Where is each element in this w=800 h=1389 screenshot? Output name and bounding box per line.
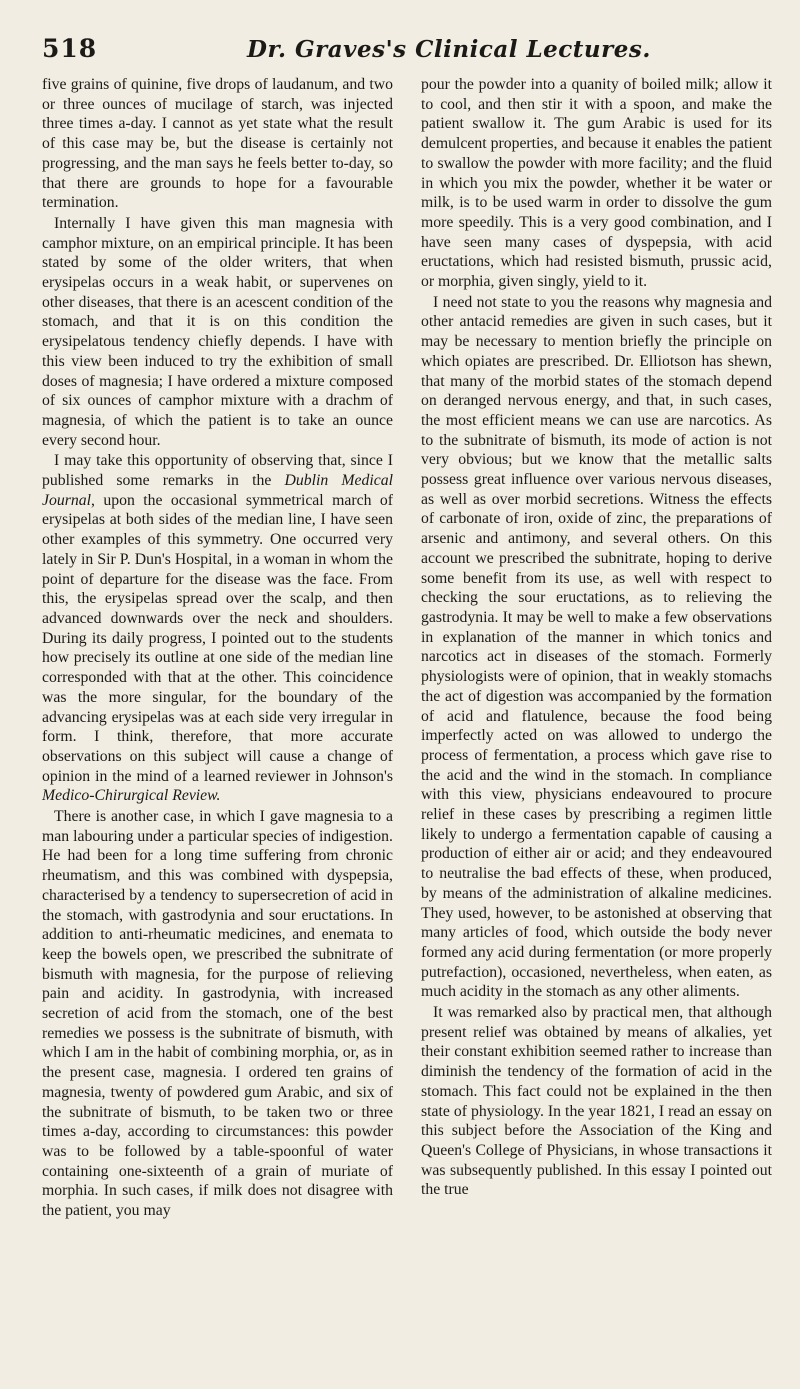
paragraph [42,451,393,806]
paragraph-text: I may take this opportunity of observing that, since I published some remarks in the [42,452,393,490]
text-columns [42,75,772,1222]
paragraph: I need not state to you the reasons why magnesia and other antacid remedies are given in such cases, but it may be necessary to mention briefly the principle on which opiates are prescribed. Dr. Elliotson has shewn, that many of the morbid states of the stomach depend on deranged nervous energy, and that, in such cases, the most efficient means we can use are narcotics. As to the subnitrate of bismuth, its mode of action is not very obvious; but we know that the metallic salts possess great influence over various nervous diseases, as well as over morbid secretions. Witness the effects of carbonate of iron, oxide of zinc, the preparations of arsenic and antimony, and several others. On this account we prescribed the subnitrate, hoping to derive some benefit from its use, as well with respect to checking the sour eructations, as to relieving the gastrodynia. It may be well to make a few observations in explanation of the manner in which tonics and narcotics act in diseases of the stomach. Formerly physiologists were of opinion, that in weakly stomachs the act of digestion was accompanied by the formation of acid and flatulence, because the food being imperfectly acted on was allowed to undergo the process of fermentation, a process which gave rise to the acid and the wind in the stomach. In compliance with this view, physicians endeavoured to procure relief in these cases by prescribing a regimen little likely to undergo a fermentation capable of causing a production of either air or acid; and they endeavoured to neutralise the bad effects of these, when produced, by means of the administration of alkaline medicines. They used, however, to be astonished at observing that many articles of food, which outside the body never formed any acid during fermentation (or more properly putrefaction), occasioned, nevertheless, when eaten, as much acidity in the stomach as any other aliments. [421,293,772,1001]
paragraph: pour the powder into a quanity of boiled milk; allow it to cool, and then stir it with a spoon, and make the patient swallow it. The gum Arabic is used for its demulcent properties, and because it enables the patient to swallow the powder with more facility; and the fluid in which you mix the powder, whether it be water or milk, is to be used warm in order to dissolve the gum more speedily. This is a very good combination, and I have seen many cases of dyspepsia, with acid eructations, which had resisted bismuth, prussic acid, or morphia, given singly, yield to it. [421,76,772,291]
paragraph: five grains of quinine, five drops of laudanum, and two or three ounces of mucilage of starch, was injected three times a-day. I cannot as yet state what the result of this case may be, but the disease is certainly not progressing, and the man says he feels better to-day, so that there are grounds to hope for a favourable termination. [42,76,393,212]
right-column [421,75,772,1222]
journal-title: Dublin Medical Journal [42,472,393,509]
left-column [42,75,393,1222]
paragraph-text: , upon the occasional symmetrical march of erysipelas at both sides of the median line, I have seen other examples of this symmetry. One occurred very lately in Sir P. Dun's Hospital, in a woman in whom the point of departure for the disease was the face. From this, the erysipelas spread over the scalp, and then advanced downwards over the neck and shoulders. During its daily progress, I pointed out to the students how precisely its outline at one side of the median line corresponded with that at the other. This coincidence was the more singular, for the boundary of the advancing erysipelas was at each side very irregular in form. I think, therefore, that more accurate observations on this subject will cause a change of opinion in the mind of a learned reviewer in Johnson's [42,491,393,785]
paragraph: It was remarked also by practical men, that although present relief was obtained by means of alkalies, yet their constant exhibition seemed rather to increase than diminish the tendency of the formation of acid in the stomach. This fact could not be explained in the then state of physiology. In the year 1821, I read an essay on this subject before the Association of the King and Queen's College of Physicians, in whose transactions it was subsequently published. In this essay I pointed out the true [421,1004,772,1199]
page-number: 518 [42,34,98,63]
running-title: Dr. Graves's Clinical Lectures. [247,36,651,63]
paragraph: There is another case, in which I gave magnesia to a man labouring under a particular species of indigestion. He had been for a long time suffering from chronic rheumatism, and this was combined with dyspepsia, characterised by a tendency to supersecretion of acid in the stomach, with gastrodynia and sour eructations. In addition to anti-rheumatic medicines, and enemata to keep the bowels open, we prescribed the subnitrate of bismuth with magnesia, for the purpose of relieving pain and acidity. In gastrodynia, with increased secretion of acid from the stomach, one of the best remedies we possess is the subnitrate of bismuth, with which I am in the habit of combining morphia, or, as in the present case, magnesia. I ordered ten grains of magnesia, twenty of powdered gum Arabic, and six of the subnitrate of bismuth, to be taken two or three times a-day, according to circumstances: this powder was to be followed by a table-spoonful of water containing one-sixteenth of a grain of muriate of morphia. In such cases, if milk does not disagree with the patient, you may [42,808,393,1220]
page-header [42,26,772,66]
paragraph: Internally I have given this man magnesia with camphor mixture, on an empirical principle. It has been stated by some of the older writers, that when erysipelas occurs in a weak habit, or supervenes on other diseases, that there is an acescent condition of the stomach, and that it is on this condition the erysipelatous tendency chiefly depends. I have with this view been induced to try the exhibition of small doses of magnesia; I have ordered a mixture composed of six ounces of camphor mixture with a drachm of magnesia, of which the patient is to take an ounce every second hour. [42,214,393,449]
review-title: Medico-Chirurgical Review. [42,787,221,805]
